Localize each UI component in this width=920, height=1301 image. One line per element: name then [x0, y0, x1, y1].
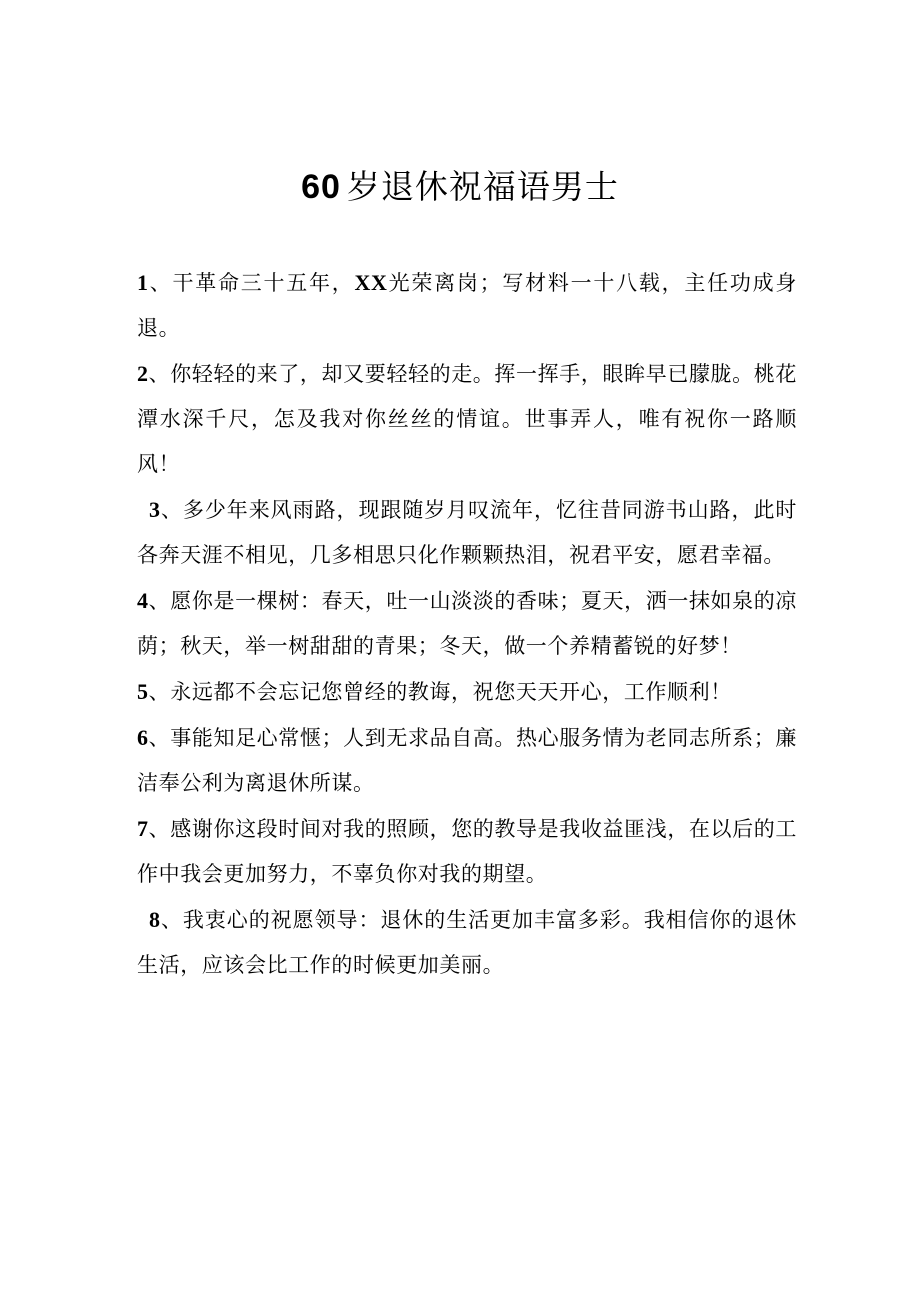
list-item — [137, 487, 797, 578]
item-number: 7 — [137, 816, 149, 841]
item-text: 多少年来风雨路，现跟随岁月叹流年，忆往昔同游书山路，此时各奔天涯不相见，几多相思只化作颗颗热泪，祝君平安，愿君幸福。 — [137, 498, 797, 567]
item-separator: 、 — [160, 498, 183, 522]
item-text: 愿你是一棵树：春天，吐一山淡淡的香味；夏天，洒一抹如泉的凉荫；秋天，举一树甜甜的青果；冬天，做一个养精蓄锐的好梦！ — [137, 589, 797, 658]
item-separator: 、 — [148, 362, 171, 386]
item-number: 4 — [137, 588, 149, 613]
item-number: 6 — [137, 725, 149, 750]
list-item — [137, 806, 797, 897]
item-separator: 、 — [160, 908, 183, 932]
item-separator: 、 — [148, 726, 171, 750]
item-separator: 、 — [148, 271, 173, 295]
list-item — [137, 669, 797, 715]
item-text: 你轻轻的来了，却又要轻轻的走。挥一挥手，眼眸早已朦胧。桃花潭水深千尺，怎及我对你丝丝的情谊。世事弄人，唯有祝你一路顺风！ — [137, 362, 797, 476]
item-separator: 、 — [148, 817, 171, 841]
list-item — [137, 578, 797, 669]
title-number: 60 — [301, 168, 341, 206]
item-text: 我衷心的祝愿领导：退休的生活更加丰富多彩。我相信你的退休生活，应该会比工作的时候更加美丽。 — [137, 908, 797, 977]
item-text-latin: XX — [354, 270, 388, 295]
item-text: 光荣离岗；写材料一十八载，主任功成身退。 — [137, 271, 797, 340]
item-text: 干革命三十五年， — [172, 271, 355, 295]
list-item — [137, 351, 797, 487]
item-separator: 、 — [148, 680, 171, 704]
page-title — [0, 162, 920, 212]
item-number: 3 — [149, 497, 161, 522]
item-number: 2 — [137, 361, 149, 386]
item-number: 8 — [149, 907, 161, 932]
list-item — [137, 897, 797, 988]
list-item — [137, 715, 797, 806]
blessings-list — [137, 260, 797, 988]
item-text: 永远都不会忘记您曾经的教诲，祝您天天开心，工作顺利！ — [170, 680, 732, 704]
item-separator: 、 — [148, 589, 171, 613]
list-item — [137, 260, 797, 351]
item-number: 1 — [137, 270, 149, 295]
item-text: 感谢你这段时间对我的照顾，您的教导是我收益匪浅，在以后的工作中我会更加努力，不辜负你对我的期望。 — [137, 817, 797, 886]
item-number: 5 — [137, 679, 149, 704]
title-text: 岁退休祝福语男士 — [346, 167, 619, 206]
item-text: 事能知足心常惬；人到无求品自高。热心服务情为老同志所系；廉洁奉公利为离退休所谋。 — [137, 726, 797, 795]
